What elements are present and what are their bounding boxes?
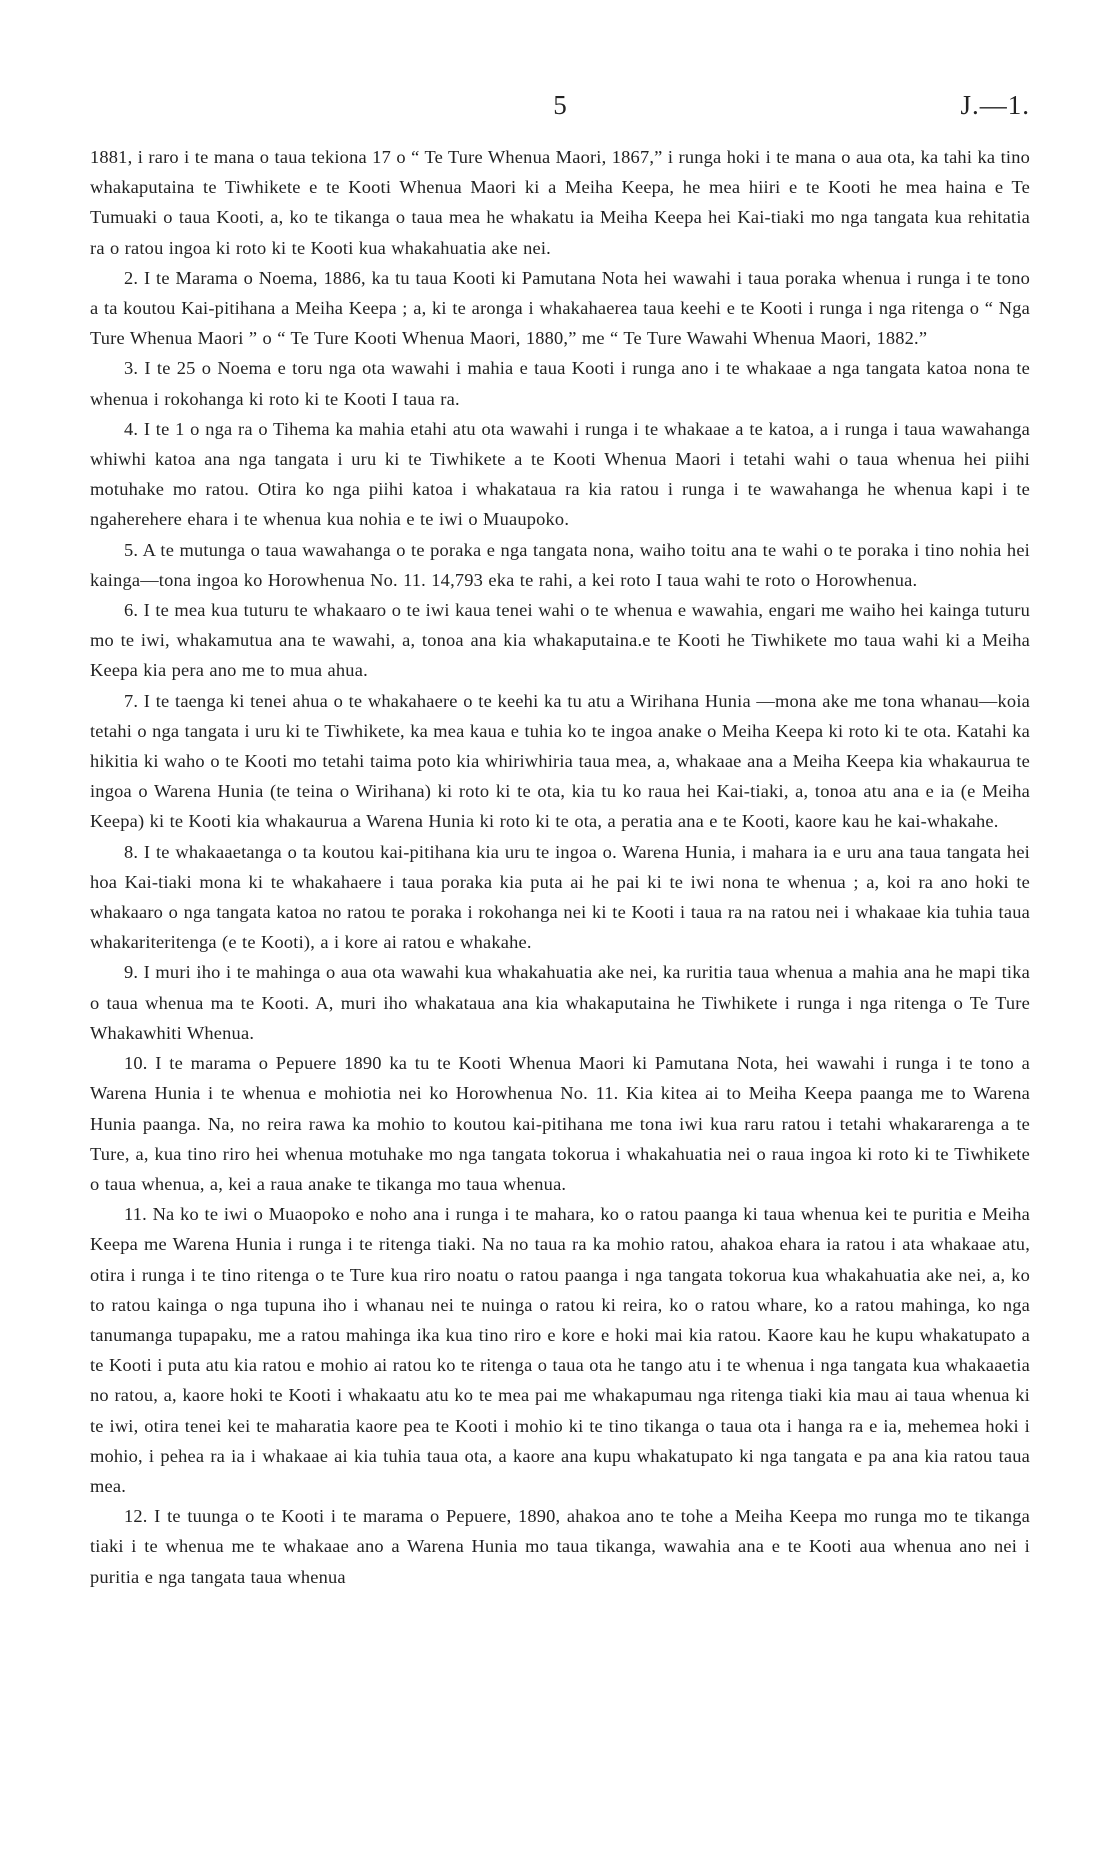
document-reference: J.—1.: [960, 90, 1030, 120]
page-number: 5: [553, 90, 567, 120]
body-text: [90, 142, 1030, 1592]
paragraph-6: 6. I te mea kua tuturu te whakaaro o te iwi kaua tenei wahi o te whenua e wawahia, engari me waiho hei kainga tuturu mo te iwi, whakamutua ana te wawahi, a, tonoa ana kia whakaputaina.e te Kooti he Tiwhikete mo taua wahi ki a Meiha Keepa kia pera ano me to mua ahua.: [90, 600, 1030, 681]
page-header: [90, 90, 1030, 130]
paragraph-3: 3. I te 25 o Noema e toru nga ota wawahi i mahia e taua Kooti i runga ano i te whakaae a nga tangata katoa nona te whenua i rokohanga ki roto ki te Kooti I taua ra.: [90, 358, 1030, 409]
paragraph-10: 10. I te marama o Pepuere 1890 ka tu te Kooti Whenua Maori ki Pamutana Nota, hei wawahi i runga i te tono a Warena Hunia i te whenua e mohiotia nei ko Horowhenua No. 11. Kia kitea ai to Meiha Keepa paanga me to Warena Hunia paanga. Na, no reira rawa ka mohio to koutou kai-pitihana me tona iwi kua raru ratou i tetahi whakararenga a te Ture, a, kua tino riro hei whenua motuhake mo nga tangata tokorua i whakahuatia nei o raua ingoa ki roto ki te Tiwhikete o taua whenua, a, kei a raua anake te tikanga mo taua whenua.: [90, 1053, 1030, 1194]
paragraph-7: 7. I te taenga ki tenei ahua o te whakahaere o te keehi ka tu atu a Wirihana Hunia —mona ake me tona whanau—koia tetahi o nga tangata i uru ki te Tiwhikete, ka mea kaua e tuhia ko te ingoa anake o Meiha Keepa ki roto ki te ota. Katahi ka hikitia ki waho o te Kooti mo tetahi taima poto kia whiriwhiria taua mea, a, whakaae ana a Meiha Keepa kia whakaurua te ingoa o Warena Hunia (te teina o Wirihana) ki roto ki te ota, kia tu ko raua hei Kai-tiaki, a, tonoa atu ana e ia (e Meiha Keepa) ki te Kooti kia whakaurua a Warena Hunia ki roto ki te ota, a peratia ana e te Kooti, kaore kau he kai-whakahe.: [90, 690, 1030, 832]
paragraph-12: 12. I te tuunga o te Kooti i te marama o Pepuere, 1890, ahakoa ano te tohe a Meiha Keepa mo runga mo te tikanga tiaki i te whenua me te whakaae ano a Warena Hunia mo taua tikanga, wawahia ana e te Kooti aua whenua ano nei i puritia e nga tangata taua whenua: [90, 1506, 1030, 1587]
paragraph-8: 8. I te whakaaetanga o ta koutou kai-pitihana kia uru te ingoa o. Warena Hunia, i mahara ia e uru ana taua tangata hei hoa Kai-tiaki mona ki te whakahaere i taua poraka kia puta ai he pai ki te iwi nona te whenua ; a, koi ra ano hoki te whakaaro o nga tangata katoa no ratou te poraka i rokohanga nei ki te Kooti i taua ra na ratou nei i whakaae kia tuhia taua whakariteritenga (e te Kooti), a i kore ai ratou e whakahe.: [90, 841, 1030, 953]
paragraph-5: 5. A te mutunga o taua wawahanga o te poraka e nga tangata nona, waiho toitu ana te wahi o te poraka i tino nohia hei kainga—tona ingoa ko Horowhenua No. 11. 14,793 eka te rahi, a kei roto I taua wahi te roto o Horowhenua.: [90, 539, 1030, 590]
paragraph-4: 4. I te 1 o nga ra o Tihema ka mahia etahi atu ota wawahi i runga i te whakaae a te katoa, a i runga i taua wawahanga whiwhi katoa ana nga tangata i uru ki te Tiwhikete a te Kooti Whenua Maori i tetahi wahi o taua whenua hei piihi motuhake mo ratou. Otira ko nga piihi katoa i whakataua ra kia ratou i runga i te wawahanga he whenua kapi i te ngaherehere ehara i te whenua kua nohia e te iwi o Muaupoko.: [90, 418, 1030, 530]
paragraph-9: 9. I muri iho i te mahinga o aua ota wawahi kua whakahuatia ake nei, ka ruritia taua whenua a mahia ana he mapi tika o taua whenua ma te Kooti. A, muri iho whakataua ana kia whakaputaina he Tiwhikete i runga i nga ritenga o Te Ture Whakawhiti Whenua.: [90, 962, 1030, 1043]
document-page: [90, 90, 1030, 1592]
paragraph-11: 11. Na ko te iwi o Muaopoko e noho ana i runga i te mahara, ko o ratou paanga ki taua whenua kei te puritia e Meiha Keepa me Warena Hunia i runga i te ritenga tiaki. Na no taua ra ka mohio ratou, ahakoa ehara ia ratou i ata whakaae atu, otira i runga i te tino ritenga o te Ture kua riro noatu o ratou paanga i nga tangata tokorua kua whakahuatia ake nei, a, ko to ratou kainga o nga tupuna iho i whanau nei te nuinga o ratou ki reira, ko o ratou whare, ko a ratou mahinga, ko nga tanumanga tupapaku, me a ratou mahinga ika kua tino riro e kore e hoki mai kia ratou. Kaore kau he kupu whakatupato a te Kooti i puta atu kia ratou e mohio ai ratou ko te ritenga o taua ota he tango atu i te whenua i nga tangata kua whakaaetia no ratou, a, kaore hoki te Kooti i whakaatu atu ko te mea pai me whakapumau nga ritenga tiaki kia mau ai taua whenua ki te iwi, otira tenei kei te maharatia kaore pea te Kooti i mohio ki te tino tikanga o taua ota i hanga ra e ia, mehemea hoki i mohio, i pehea ra ia i whakaae ai kia tuhia taua ota, a kaore ana kupu whakatupato ki nga tangata e pa ana kia ratou taua mea.: [90, 1204, 1030, 1496]
paragraph-2: 2. I te Marama o Noema, 1886, ka tu taua Kooti ki Pamutana Nota hei wawahi i taua poraka whenua i runga i te tono a ta koutou Kai-pitihana a Meiha Keepa ; a, ki te aronga i whakahaerea taua keehi e te Kooti i runga i nga ritenga o “ Nga Ture Whenua Maori ” o “ Te Ture Kooti Whenua Maori, 1880,” me “ Te Ture Wawahi Whenua Maori, 1882.”: [90, 267, 1030, 349]
paragraph-continuation: 1881, i raro i te mana o taua tekiona 17 o “ Te Ture Whenua Maori, 1867,” i runga hoki i te mana o aua ota, ka tahi ka tino whakaputaina te Tiwhikete e te Kooti Whenua Maori ki a Meiha Keepa, he mea hiiri e te Kooti he mea haina e Te Tumuaki o taua Kooti, a, ko te tikanga o taua mea he whakatu ia Meiha Keepa hei Kai-tiaki mo nga tangata kua rehitatia ra o ratou ingoa ki roto ki te Kooti kua whakahuatia ake nei.: [90, 147, 1030, 258]
